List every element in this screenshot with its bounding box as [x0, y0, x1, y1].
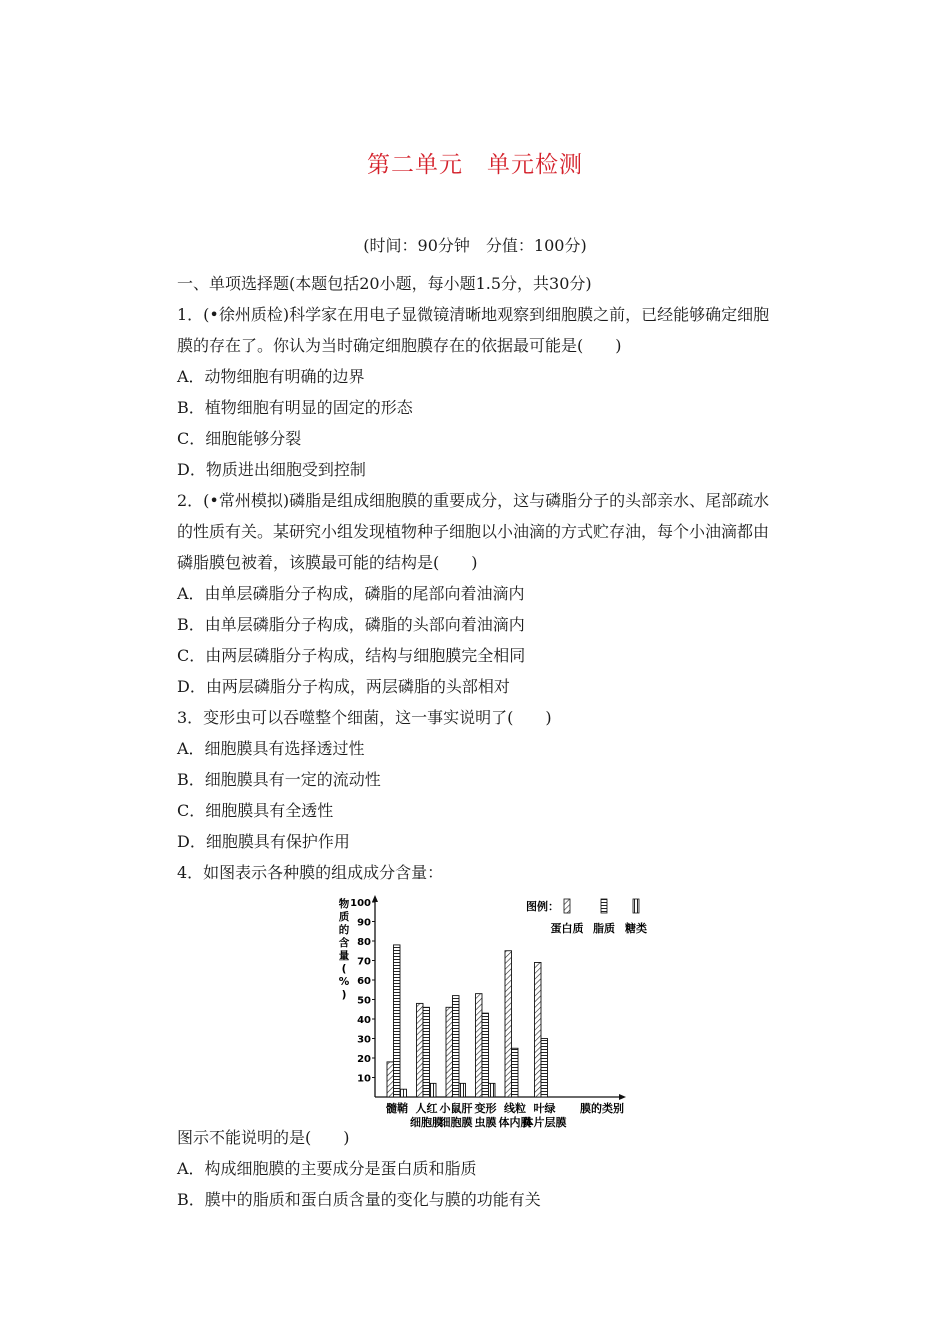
- legend-swatch-脂质: [601, 899, 607, 913]
- membrane-composition-chart: [330, 895, 660, 1130]
- question-1-line-2: 膜的存在了。你认为当时确定细胞膜存在的依据最可能是( ): [177, 336, 622, 355]
- bar-蛋白质: [476, 994, 483, 1097]
- x-axis-title: 膜的类别: [580, 1102, 624, 1115]
- legend-swatch-蛋白质: [564, 899, 570, 913]
- question-2-option-c: C．由两层磷脂分子构成，结构与细胞膜完全相同: [177, 646, 526, 665]
- y-tick-label: 50: [357, 995, 371, 1007]
- x-category-label: 髓鞘: [386, 1102, 408, 1115]
- bar-脂质: [512, 1048, 519, 1097]
- y-tick-label: 60: [357, 976, 371, 987]
- question-1-line-1: 1．(•徐州质检)科学家在用电子显微镜清晰地观察到细胞膜之前，已经能够确定细胞: [177, 305, 770, 324]
- x-category-label: 变形: [474, 1102, 497, 1115]
- question-1-option-b: B．植物细胞有明显的固定的形态: [177, 398, 413, 417]
- chart-axes: [372, 895, 626, 1100]
- question-3-option-c: C．细胞膜具有全透性: [177, 801, 334, 820]
- x-category-label-line2: 体内膜: [498, 1116, 532, 1129]
- bar-糖类: [489, 1083, 496, 1097]
- y-tick-label: 40: [357, 1015, 371, 1026]
- question-2-line-1: 2．(•常州模拟)磷脂是组成细胞膜的重要成分，这与磷脂分子的头部亲水、尾部疏水: [177, 491, 770, 510]
- y-tick-label: 90: [357, 917, 371, 929]
- x-axis-arrow: [619, 1094, 626, 1100]
- question-4-option-a: A．构成细胞膜的主要成分是蛋白质和脂质: [177, 1159, 477, 1178]
- x-category-label-line2: 虫膜: [474, 1116, 497, 1129]
- x-category-label-line2: 细胞膜: [439, 1116, 473, 1129]
- y-tick-label: 100: [350, 898, 371, 909]
- bar-脂质: [423, 1007, 430, 1097]
- question-1-option-c: C．细胞能够分裂: [177, 429, 302, 448]
- y-axis-arrow: [372, 895, 378, 902]
- question-2-line-3: 磷脂膜包被着，该膜最可能的结构是( ): [177, 553, 478, 572]
- question-2-option-b: B．由单层磷脂分子构成，磷脂的头部向着油滴内: [177, 615, 525, 634]
- question-3-option-d: D．细胞膜具有保护作用: [177, 832, 350, 851]
- page-title: 第二单元 单元检测: [367, 152, 583, 178]
- question-4-stem: 4．如图表示各种膜的组成成分含量：: [177, 863, 444, 882]
- bar-蛋白质: [417, 1003, 424, 1097]
- x-category-label-line2: 体片层膜: [522, 1116, 567, 1129]
- legend-label: 蛋白质: [550, 922, 584, 935]
- question-2-option-a: A．由单层磷脂分子构成，磷脂的尾部向着油滴内: [177, 584, 525, 603]
- x-category-label-line2: 细胞膜: [410, 1116, 443, 1129]
- legend-swatch-糖类: [633, 899, 639, 913]
- bar-脂质: [482, 1013, 489, 1097]
- bar-脂质: [394, 945, 401, 1097]
- bar-蛋白质: [387, 1062, 394, 1097]
- y-tick-label: 30: [357, 1034, 371, 1046]
- x-category-label: 叶绿: [533, 1102, 556, 1115]
- question-3-stem: 3．变形虫可以吞噬整个细菌，这一事实说明了( ): [177, 708, 552, 727]
- section-heading: 一、单项选择题(本题包括20小题，每小题1.5分，共30分): [177, 274, 592, 293]
- legend-label: 脂质: [593, 922, 615, 935]
- legend-title: 图例：: [526, 900, 559, 913]
- y-tick-label: 10: [357, 1073, 371, 1085]
- question-1-option-d: D．物质进出细胞受到控制: [177, 460, 366, 479]
- bar-脂质: [541, 1039, 548, 1098]
- question-2-line-2: 的性质有关。某研究小组发现植物种子细胞以小油滴的方式贮存油，每个小油滴都由: [177, 522, 770, 541]
- x-category-label: 人红: [415, 1102, 438, 1115]
- y-tick-label: 20: [357, 1054, 371, 1065]
- x-category-label: 线粒: [504, 1102, 526, 1115]
- bar-糖类: [430, 1083, 437, 1097]
- legend-label: 糖类: [625, 922, 647, 935]
- bar-糖类: [400, 1089, 407, 1097]
- bar-蛋白质: [446, 1007, 453, 1097]
- bar-chart-svg: [330, 895, 660, 1130]
- y-axis-title: 物质的含量( % ): [338, 898, 350, 1001]
- question-2-option-d: D．由两层磷脂分子构成，两层磷脂的头部相对: [177, 677, 510, 696]
- x-category-label: 小鼠肝: [439, 1102, 473, 1115]
- question-3-option-b: B．细胞膜具有一定的流动性: [177, 770, 381, 789]
- bar-脂质: [453, 996, 460, 1097]
- question-3-option-a: A．细胞膜具有选择透过性: [177, 739, 365, 758]
- y-tick-label: 80: [357, 937, 371, 948]
- exam-info: (时间：90分钟 分值：100分): [363, 236, 587, 255]
- question-1-option-a: A．动物细胞有明确的边界: [177, 367, 365, 386]
- bar-蛋白质: [535, 962, 542, 1097]
- bar-蛋白质: [505, 951, 512, 1097]
- question-4-prompt: 图示不能说明的是( ): [177, 1128, 350, 1147]
- bar-糖类: [459, 1083, 466, 1097]
- question-4-option-b: B．膜中的脂质和蛋白质含量的变化与膜的功能有关: [177, 1190, 541, 1209]
- y-tick-label: 70: [357, 956, 371, 968]
